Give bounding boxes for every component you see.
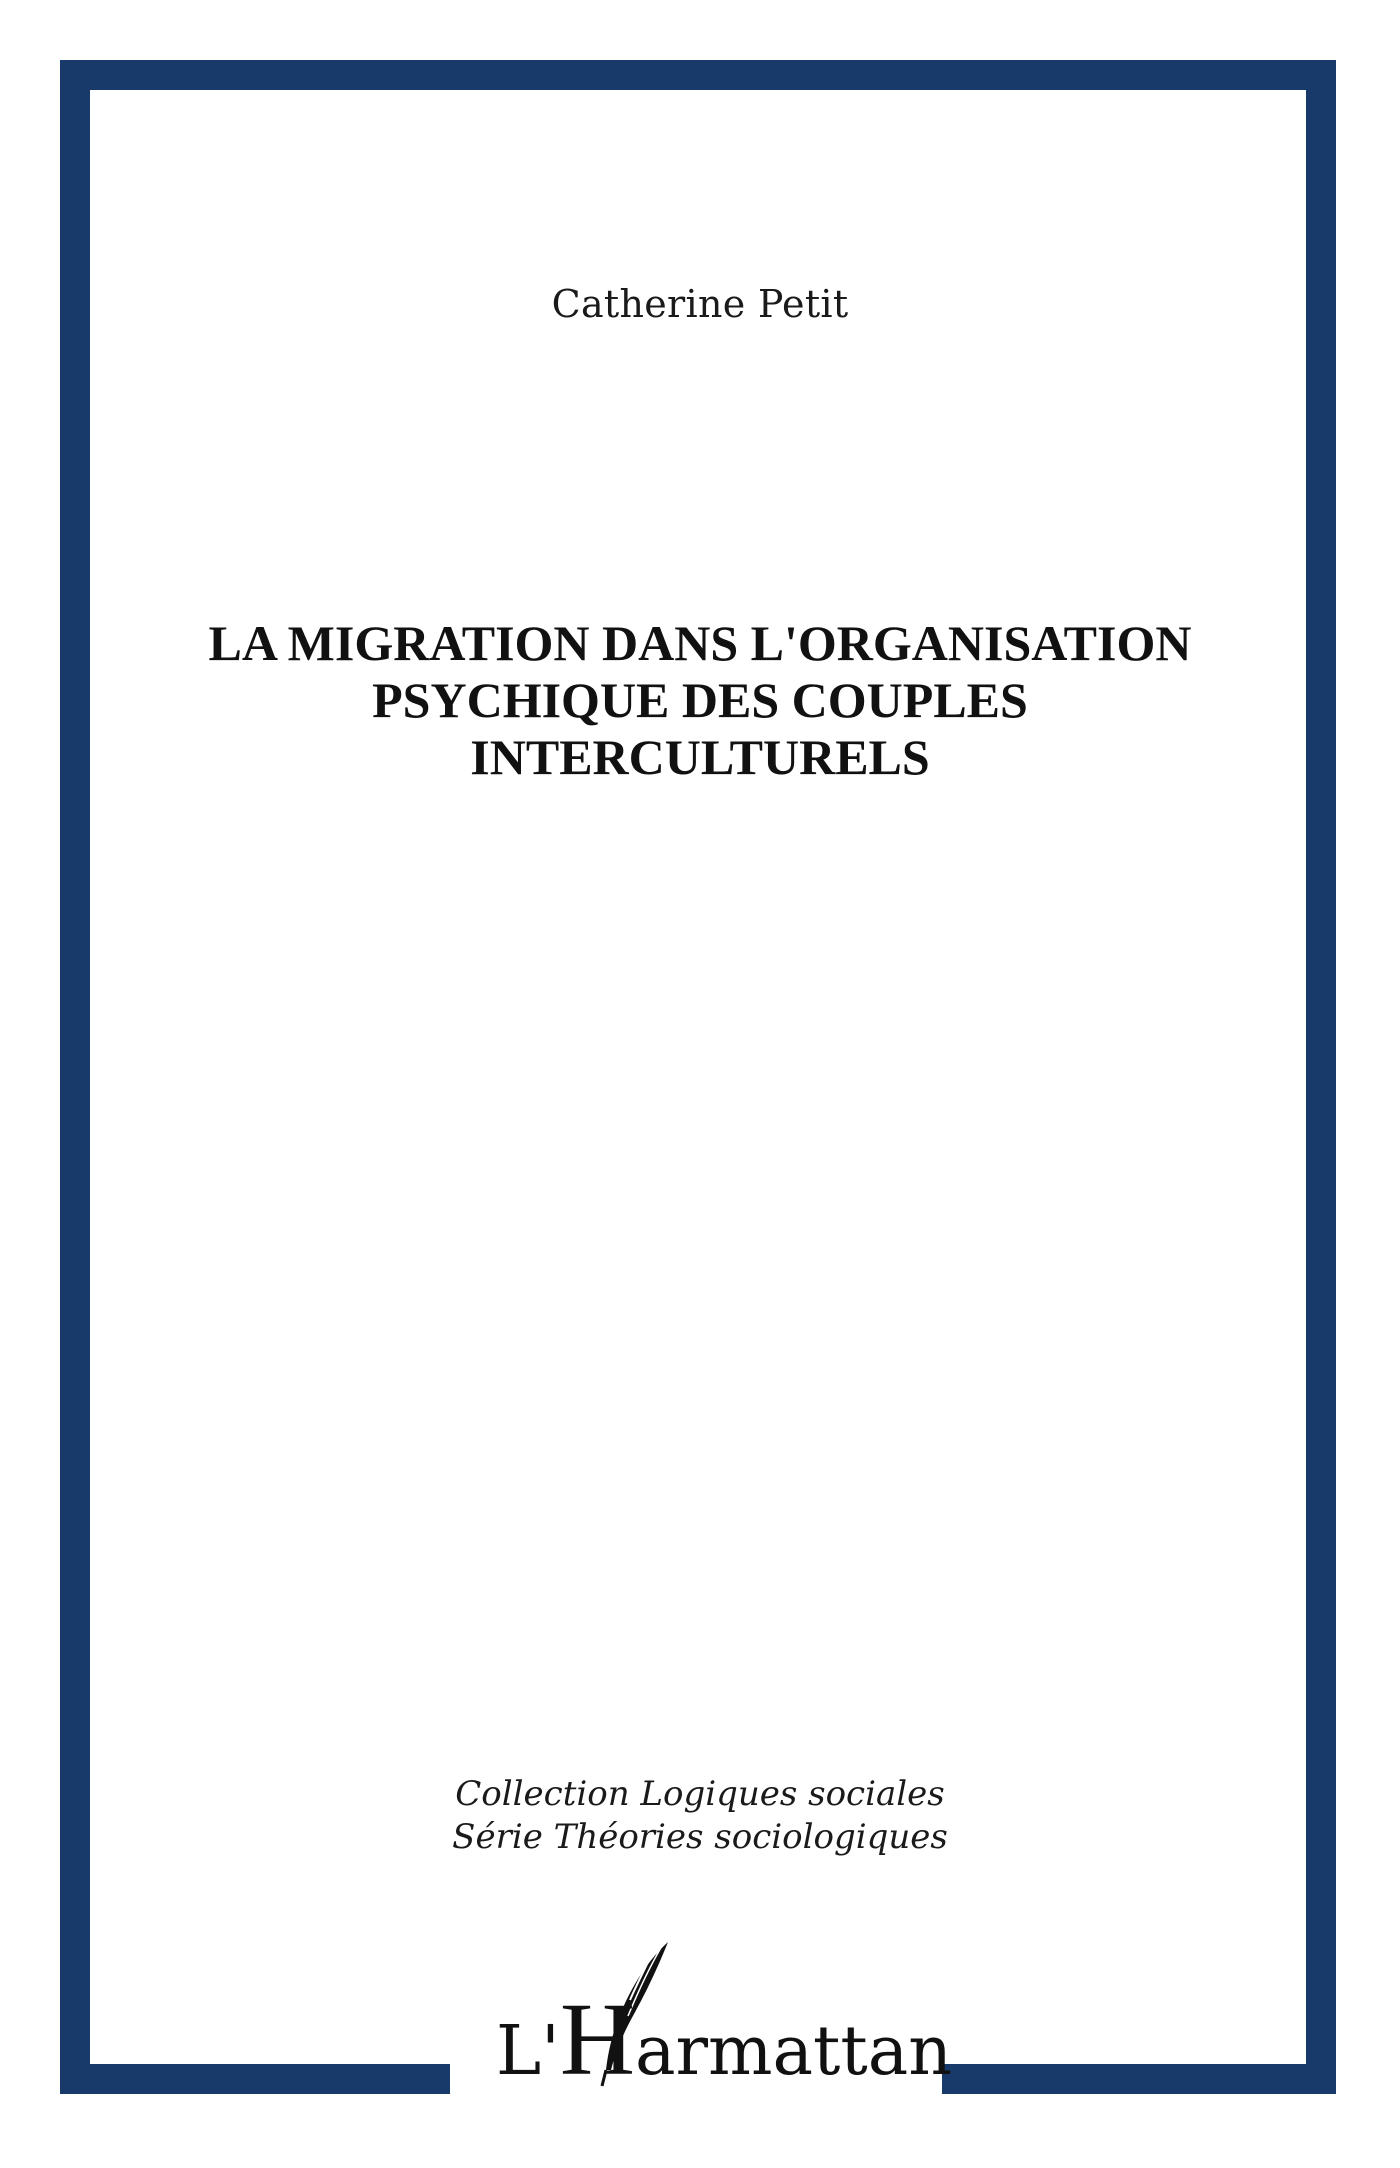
- frame-bottom-left-border: [60, 2064, 450, 2094]
- publisher-rest: armattan: [634, 2012, 953, 2091]
- frame-top-border: [60, 60, 1336, 90]
- publisher-prefix: L': [496, 2012, 560, 2091]
- series-name: Série Théories sociologiques: [452, 1817, 948, 1857]
- frame-bottom-right-border: [942, 2064, 1336, 2094]
- author-name: Catherine Petit: [551, 282, 849, 326]
- publisher-initial: H: [559, 1982, 635, 2097]
- publisher-name: [496, 1980, 952, 2112]
- title-line-2: PSYCHIQUE DES COUPLES: [372, 672, 1028, 728]
- publisher-logo: [450, 1940, 953, 2100]
- title-line-1: LA MIGRATION DANS L'ORGANISATION: [208, 615, 1192, 671]
- title-line-3: INTERCULTURELS: [470, 729, 930, 785]
- collection-name: Collection Logiques sociales: [455, 1774, 945, 1814]
- collection-info: [0, 1773, 1400, 1859]
- book-title: [140, 615, 1260, 786]
